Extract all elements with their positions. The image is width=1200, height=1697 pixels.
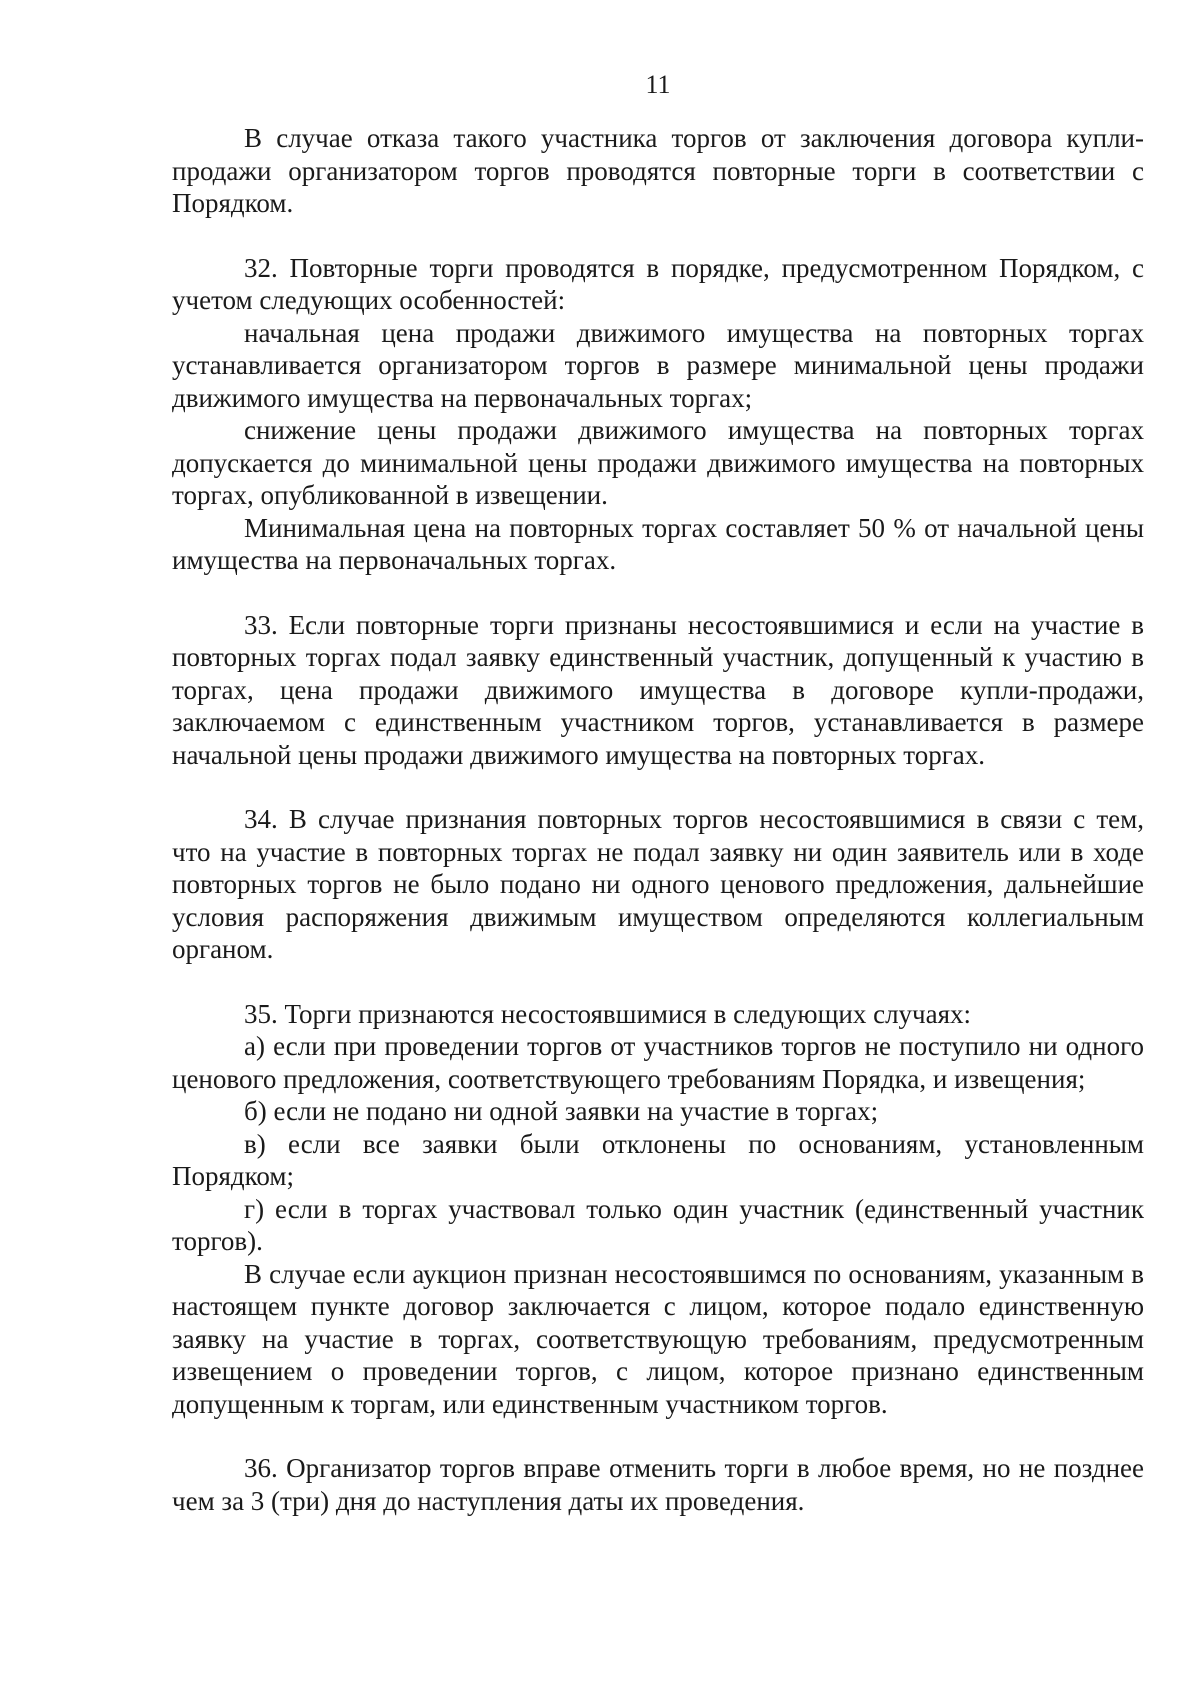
paragraph-gap [172, 771, 1144, 803]
clause-33: 33. Если повторные торги признаны несостоявшимися и если на участие в повторных торгах подал заявку единственный участник, допущенный к участию в торгах, цена продажи движимого имущества в договоре купли-продажи, заключаемом с единственным участником торгов, устанавливается в размере начальной цены продажи движимого имущества на повторных торгах. [172, 609, 1144, 770]
clause-35-item-v: в) если все заявки были отклонены по основаниям, установленным Порядком; [172, 1128, 1144, 1191]
paragraph-refusal: В случае отказа такого участника торгов от заключения договора купли-продажи организатором торгов проводятся повторные торги в соответствии с Порядком. [172, 123, 1144, 218]
clause-35-item-b: б) если не подано ни одной заявки на участие в торгах; [244, 1096, 879, 1126]
clause-32-minimum-price: Минимальная цена на повторных торгах составляет 50 % от начальной цены имущества на первоначальных торгах. [172, 512, 1144, 575]
paragraph-gap [172, 1420, 1144, 1452]
clause-35-item-g: г) если в торгах участвовал только один участник (единственный участник торгов). [172, 1193, 1144, 1256]
clause-32-initial-price: начальная цена продажи движимого имущества на повторных торгах устанавливается организатором торгов в размере минимальной цены продажи движимого имущества на первоначальных торгах; [172, 317, 1144, 413]
clause-32-price-reduction: снижение цены продажи движимого имущества на повторных торгах допускается до минимальной цены продажи движимого имущества на повторных торгах, опубликованной в извещении. [172, 415, 1144, 510]
clause-35: 35. Торги признаются несостоявшимися в следующих случаях: [244, 998, 972, 1029]
clause-36: 36. Организатор торгов вправе отменить торги в любое время, но не позднее чем за 3 (три) дня до наступления даты их проведения. [172, 1453, 1144, 1516]
clause-32: 32. Повторные торги проводятся в порядке, предусмотренном Порядком, с учетом следующих особенностей: [172, 252, 1144, 315]
paragraph-gap [172, 577, 1144, 609]
paragraph-gap [172, 220, 1144, 252]
clause-35-conclusion: В случае если аукцион признан несостоявшимся по основаниям, указанным в настоящем пункте договор заключается с лицом, которое подало единственную заявку на участие в торгах, соответствующую требованиям, предусмотренным извещением о проведении торгов, с лицом, которое признано единственным допущенным к торгам, или единственным участником торгов. [172, 1258, 1144, 1419]
paragraph-gap [172, 966, 1144, 998]
document-page [172, 70, 1144, 1517]
clause-35-item-a: а) если при проведении торгов от участников торгов не поступило ни одного ценового предложения, соответствующего требованиям Порядка, и извещения; [172, 1031, 1144, 1094]
page-number: 11 [645, 70, 671, 99]
clause-34: 34. В случае признания повторных торгов несостоявшимися в связи с тем, что на участие в повторных торгах не подал заявку ни один заявитель или в ходе повторных торгов не было подано ни одного ценового предложения, дальнейшие условия распоряжения движимым имуществом определяются коллегиальным органом. [172, 804, 1144, 964]
